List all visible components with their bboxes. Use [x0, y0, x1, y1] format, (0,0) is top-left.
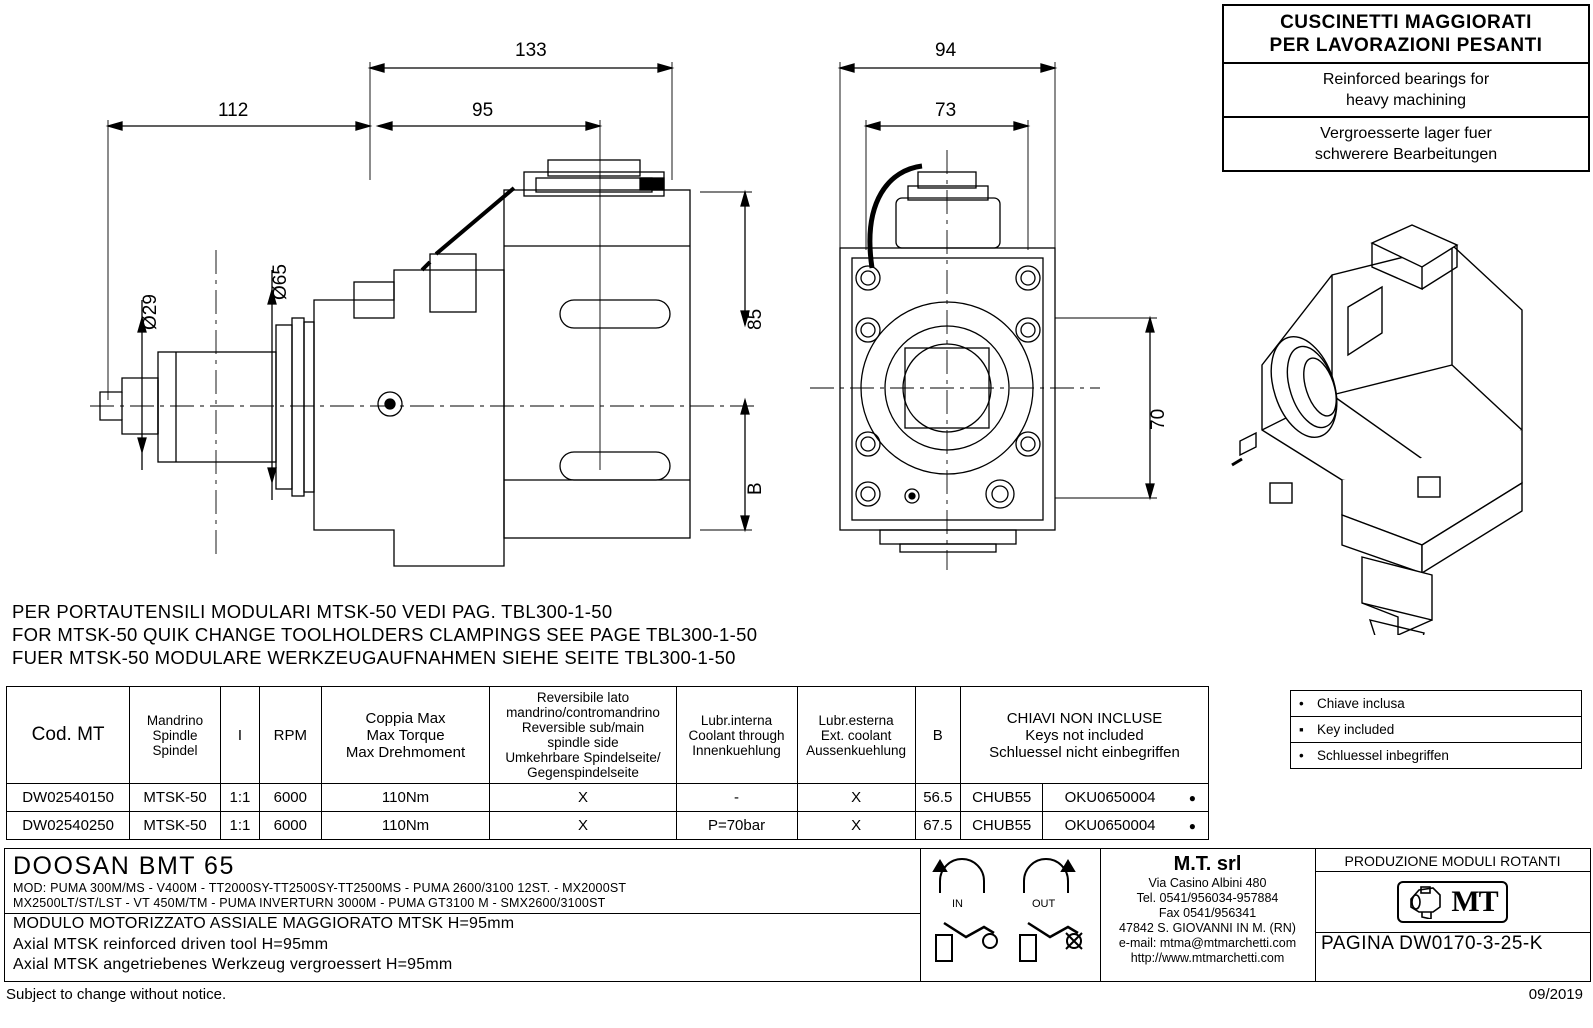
col-rpm: RPM	[259, 687, 321, 784]
note-german	[1224, 118, 1588, 170]
cell-key2: OKU0650004	[1043, 784, 1177, 812]
key-legend-de: • Schluessel inbegriffen	[1299, 748, 1449, 763]
key-legend-en: ▪ Key included	[1291, 717, 1581, 743]
dim-B: B	[745, 482, 766, 495]
cell-b: 67.5	[915, 812, 960, 840]
table-row	[7, 812, 1209, 840]
dim-85: 85	[745, 308, 766, 330]
cell-key2: OKU0650004	[1043, 812, 1177, 840]
company-addr1: Via Casino Albini 480	[1148, 876, 1267, 890]
note-english	[1224, 64, 1588, 118]
logo-text: MT	[1451, 885, 1498, 918]
machine-name: DOOSAN BMT 65	[13, 852, 235, 880]
company-name: M.T. srl	[1173, 853, 1242, 875]
col-b: B	[915, 687, 960, 784]
caption-block	[12, 600, 757, 669]
col-external-coolant: Lubr.esterna Ext. coolant Aussenkuehlung	[797, 687, 915, 784]
company-addr2: Tel. 0541/956034-957884	[1136, 891, 1279, 905]
caption-it: PER PORTAUTENSILI MODULARI MTSK-50 VEDI PAG. TBL300-1-50	[12, 601, 613, 622]
key-legend-box	[1290, 690, 1582, 769]
model-line-1: MOD: PUMA 300M/MS - V400M - TT2000SY-TT2500SY-TT2500MS - PUMA 2600/3100 12ST. - MX2000ST	[13, 881, 627, 895]
logo-frame	[1397, 881, 1507, 923]
cell-i: 1:1	[220, 812, 259, 840]
title-block	[4, 848, 1591, 982]
note-italian	[1224, 6, 1588, 64]
cell-mandrino: MTSK-50	[130, 784, 221, 812]
company-addr4: 47842 S. GIOVANNI IN M. (RN)	[1119, 921, 1296, 935]
col-reversible: Reversibile lato mandrino/contromandrino Reversible sub/main spindle side Umkehrbare Spindelseite/ Gegenspindelseite	[490, 687, 676, 784]
dim-dia29: Ø29	[140, 294, 161, 330]
note-en-line2: heavy machining	[1345, 92, 1467, 109]
cell-external-coolant: X	[797, 812, 915, 840]
company-email[interactable]: e-mail: mtma@mtmarchetti.com	[1118, 936, 1297, 950]
dim-94: 94	[935, 40, 957, 61]
col-i: I	[220, 687, 259, 784]
cell-reversible: X	[490, 812, 676, 840]
out-label: OUT	[1032, 898, 1056, 910]
rotation-icons	[920, 849, 1098, 977]
bullet-icon: •	[1299, 696, 1304, 711]
cell-key-bullet: ●	[1177, 784, 1209, 812]
col-internal-coolant: Lubr.interna Coolant through Innenkuehlung	[676, 687, 797, 784]
desc-de: Axial MTSK angetriebenes Werkzeug vergroessert H=95mm	[13, 956, 453, 973]
cell-key-bullet: ●	[1177, 812, 1209, 840]
caption-de: FUER MTSK-50 MODULARE WERKZEUGAUFNAHMEN SIEHE SEITE TBL300-1-50	[12, 647, 736, 668]
cell-torque: 110Nm	[321, 812, 490, 840]
cell-i: 1:1	[220, 784, 259, 812]
dim-dia65: Ø65	[270, 264, 291, 300]
dim-95: 95	[472, 100, 494, 121]
col-torque: Coppia Max Max Torque Max Drehmoment	[321, 687, 490, 784]
square-bullet-icon: ▪	[1299, 722, 1304, 737]
note-title-line2: PER LAVORAZIONI PESANTI	[1269, 35, 1543, 56]
production-header: PRODUZIONE MODULI ROTANTI	[1315, 849, 1590, 872]
cell-mandrino: MTSK-50	[130, 812, 221, 840]
isometric-view	[1222, 215, 1584, 635]
note-en-line1: Reinforced bearings for	[1322, 71, 1490, 88]
drawing-svg	[0, 0, 1210, 590]
cell-internal-coolant: -	[676, 784, 797, 812]
cell-reversible: X	[490, 784, 676, 812]
desc-it: MODULO MOTORIZZATO ASSIALE MAGGIORATO MTSK H=95mm	[13, 915, 515, 932]
cell-external-coolant: X	[797, 784, 915, 812]
key-legend-it: • Chiave inclusa	[1291, 691, 1581, 717]
title-block-right	[1315, 849, 1590, 981]
bullet-icon: •	[1299, 748, 1304, 763]
page-code: PAGINA DW0170-3-25-K	[1315, 932, 1590, 955]
rotation-symbols	[920, 849, 1101, 981]
cell-cod: DW02540250	[7, 812, 130, 840]
cell-key1: CHUB55	[961, 812, 1043, 840]
col-keys: CHIAVI NON INCLUSE Keys not included Schluessel nicht einbegriffen	[961, 687, 1209, 784]
col-mandrino: Mandrino Spindle Spindel	[130, 687, 221, 784]
col-cod: Cod. MT	[7, 687, 130, 784]
dim-112: 112	[218, 100, 249, 121]
table-row	[7, 784, 1209, 812]
company-info	[1100, 849, 1316, 981]
cell-rpm: 6000	[259, 784, 321, 812]
cell-rpm: 6000	[259, 812, 321, 840]
title-block-left	[5, 849, 921, 981]
cell-torque: 110Nm	[321, 784, 490, 812]
spec-table	[6, 686, 1209, 840]
cell-internal-coolant: P=70bar	[676, 812, 797, 840]
company-addr3: Fax 0541/956341	[1158, 906, 1257, 920]
desc-en: Axial MTSK reinforced driven tool H=95mm	[13, 935, 329, 953]
dim-70: 70	[1148, 408, 1169, 430]
cell-cod: DW02540150	[7, 784, 130, 812]
reinforced-bearings-note	[1222, 4, 1590, 172]
note-de-line2: schwerere Bearbeitungen	[1314, 146, 1498, 163]
footer-date: 09/2019	[1528, 986, 1583, 1003]
note-title-line1: CUSCINETTI MAGGIORATI	[1280, 12, 1532, 33]
cell-key1: CHUB55	[961, 784, 1043, 812]
table-header-row	[7, 687, 1209, 784]
note-de-line1: Vergroesserte lager fuer	[1320, 125, 1492, 142]
dim-73: 73	[935, 100, 957, 121]
company-website[interactable]: http://www.mtmarchetti.com	[1130, 951, 1285, 965]
dim-133: 133	[515, 40, 547, 61]
in-label: IN	[952, 898, 963, 910]
model-line-2: MX2500LT/ST/LST - VT 450M/TM - PUMA INVERTURN 3000M - PUMA GT3100 M - SMX2600/3100ST	[13, 896, 606, 910]
footer-notice: Subject to change without notice.	[6, 986, 227, 1003]
logo-machine-icon	[1407, 885, 1445, 919]
caption-en: FOR MTSK-50 QUIK CHANGE TOOLHOLDERS CLAMPINGS SEE PAGE TBL300-1-50	[12, 624, 758, 645]
technical-drawing	[0, 0, 1210, 590]
cell-b: 56.5	[915, 784, 960, 812]
mt-logo	[1315, 872, 1590, 932]
